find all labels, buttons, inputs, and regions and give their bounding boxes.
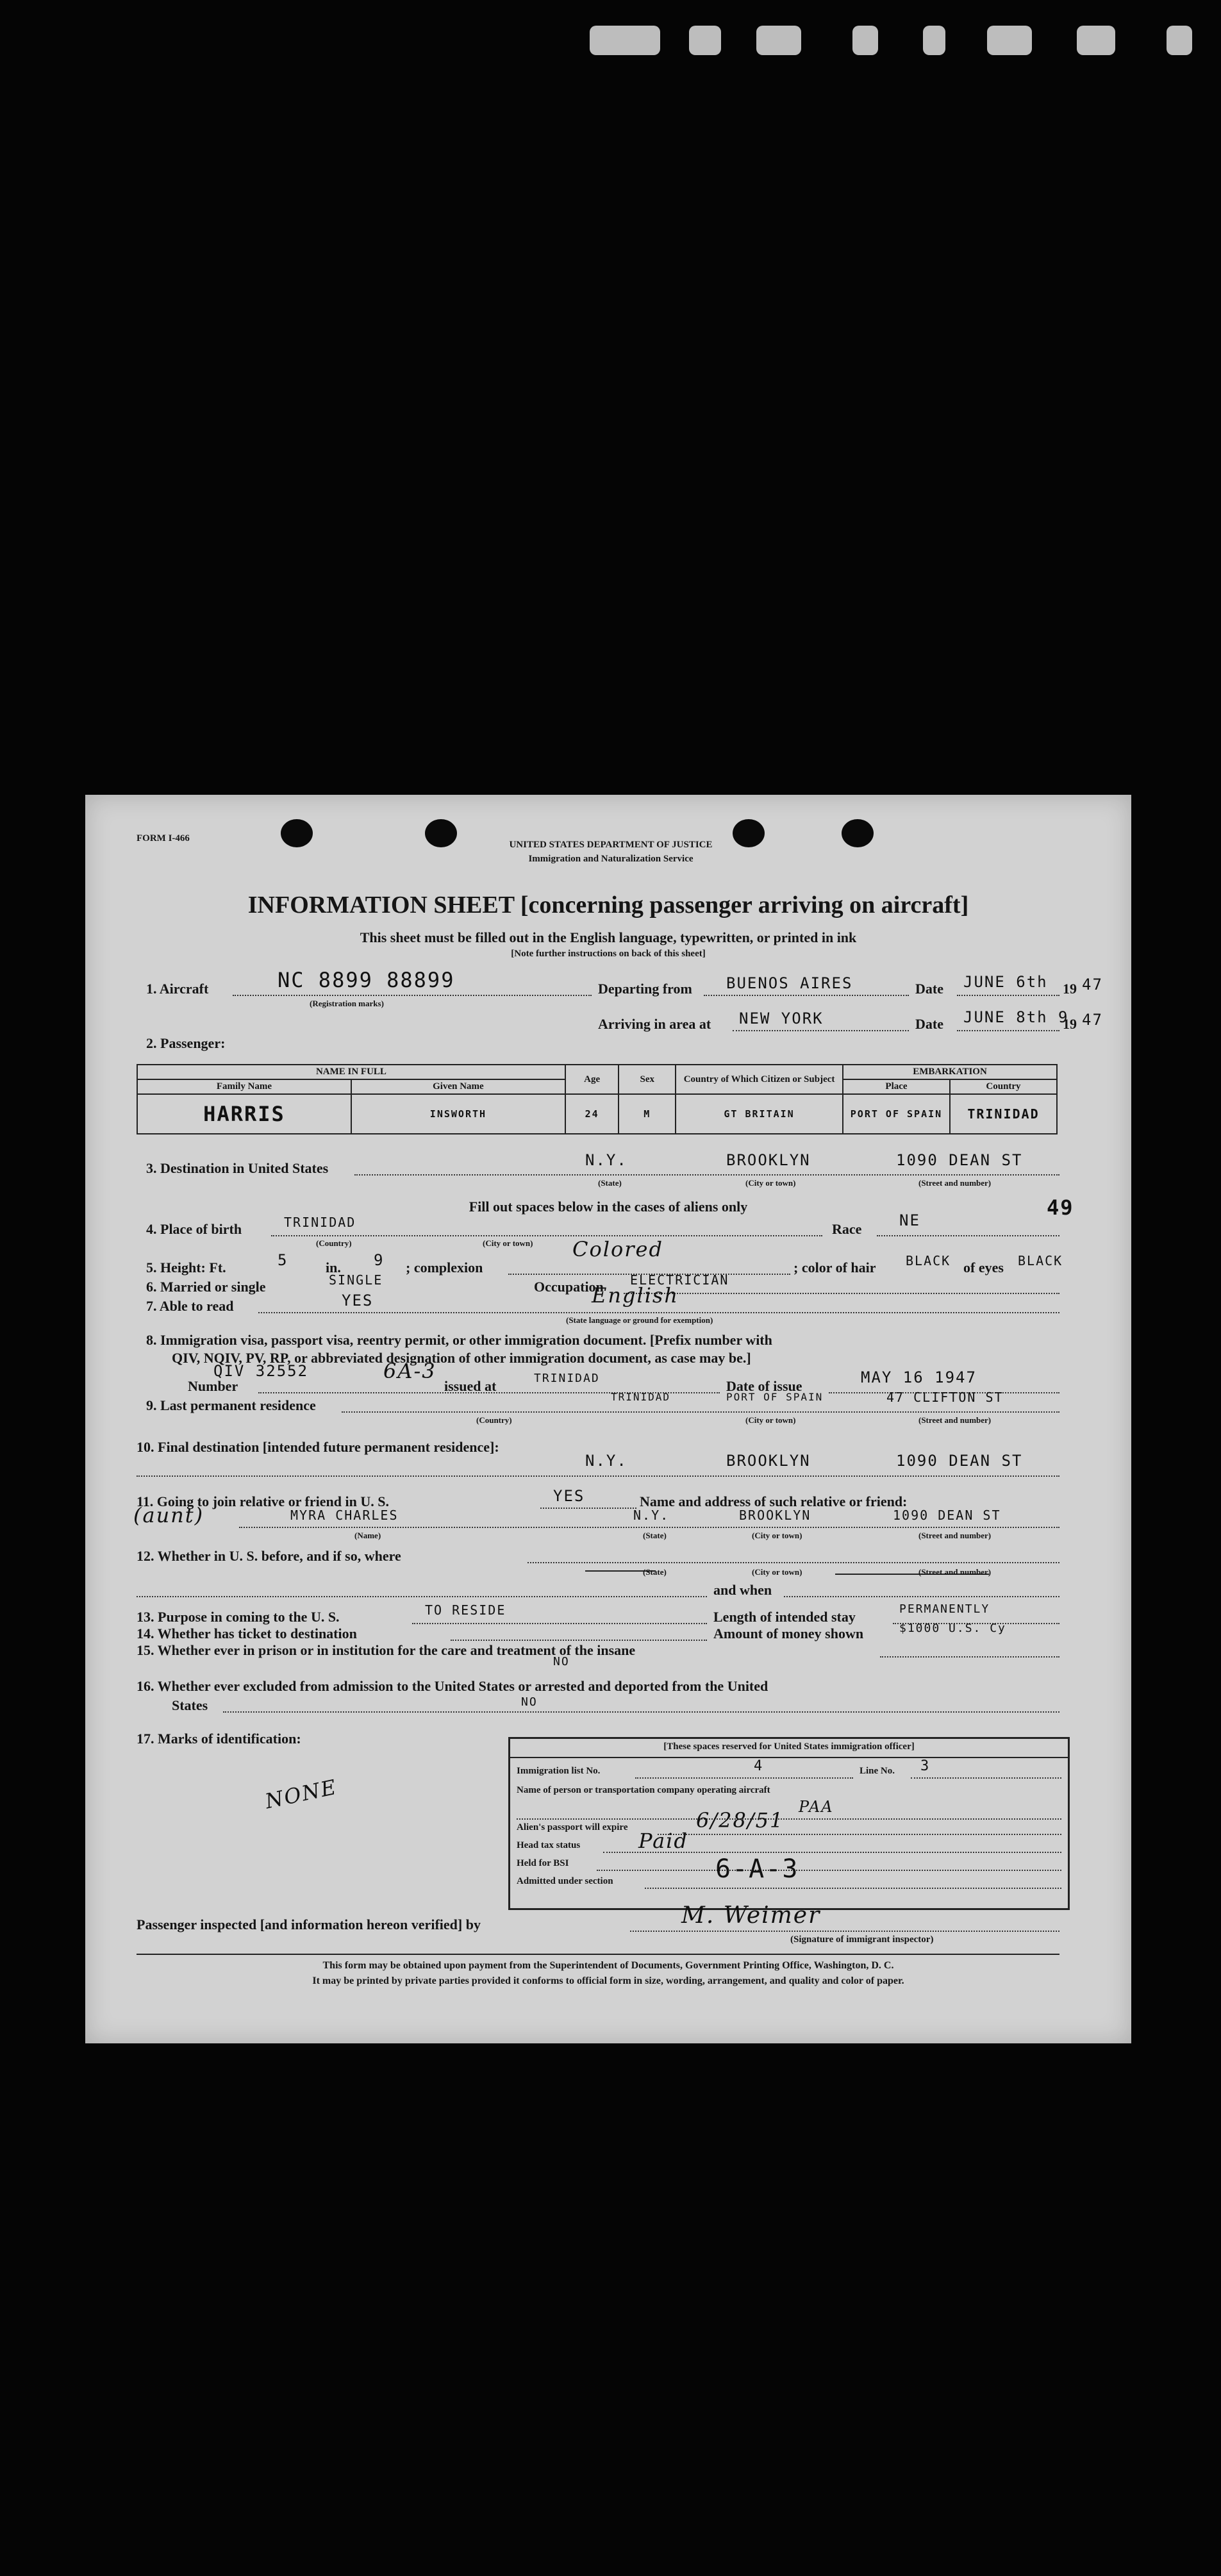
label-prison: 15. Whether ever in prison or in institution for the care and treatment of the insane bbox=[137, 1642, 636, 1658]
label-ticket: 14. Whether has ticket to destination bbox=[137, 1625, 357, 1641]
arrive-year-value: 47 bbox=[1082, 1011, 1103, 1029]
label-race: Race bbox=[832, 1221, 862, 1237]
th-sex: Sex bbox=[619, 1065, 676, 1094]
birth-country-value: TRINIDAD bbox=[284, 1215, 356, 1230]
label-company: Name of person or transportation company operating aircraft bbox=[517, 1785, 770, 1795]
label-year: 19 bbox=[1063, 981, 1077, 997]
caption-city: (City or town) bbox=[752, 1567, 802, 1577]
caption-street: (Street and number) bbox=[918, 1531, 992, 1540]
inspector-signature: M. Weimer bbox=[681, 1902, 821, 1929]
th-given-name: Given Name bbox=[351, 1079, 565, 1094]
film-edge-marks bbox=[590, 26, 1221, 64]
doc-number-value: QIV 32552 bbox=[213, 1362, 309, 1380]
label-list-no: Immigration list No. bbox=[517, 1766, 601, 1776]
dest-street-value: 1090 DEAN ST bbox=[896, 1151, 1023, 1169]
label-date: Date bbox=[915, 981, 943, 997]
th-embarkation: EMBARKATION bbox=[843, 1065, 1057, 1079]
caption-city: (City or town) bbox=[745, 1415, 796, 1425]
label-admitted: Admitted under section bbox=[517, 1876, 613, 1886]
label-inspected: Passenger inspected [and information hereon verified] by bbox=[137, 1916, 481, 1932]
doc-class-value: 6A-3 bbox=[383, 1359, 436, 1383]
caption-read: (State language or ground for exemption) bbox=[566, 1315, 713, 1325]
excluded-value: NO bbox=[521, 1695, 538, 1709]
caption-registration: (Registration marks) bbox=[310, 999, 384, 1008]
final-city-value: BROOKLYN bbox=[726, 1452, 811, 1470]
caption-city: (City or town) bbox=[483, 1238, 533, 1248]
company-value: PAA bbox=[799, 1798, 834, 1816]
label-date-arrive: Date bbox=[915, 1016, 943, 1032]
footer-line-1: This form may be obtained upon payment from the Superintendent of Documents, Government Printing Office, Washington, D. C. bbox=[322, 1960, 894, 1971]
given-name-value: INSWORTH bbox=[351, 1094, 565, 1134]
dest-state-value: N.Y. bbox=[585, 1151, 627, 1169]
th-country: Country bbox=[950, 1079, 1057, 1094]
list-no-value: 4 bbox=[754, 1758, 764, 1774]
arriving-value: NEW YORK bbox=[739, 1010, 824, 1027]
section-value: 6-A-3 bbox=[715, 1854, 799, 1884]
last-country-value: TRINIDAD bbox=[611, 1391, 671, 1403]
final-street-value: 1090 DEAN ST bbox=[896, 1452, 1023, 1470]
sex-value: M bbox=[619, 1094, 676, 1134]
label-place-of-birth: 4. Place of birth bbox=[146, 1221, 242, 1237]
dest-city-value: BROOKLYN bbox=[726, 1151, 811, 1169]
occupation-value: ELECTRICIAN bbox=[630, 1272, 729, 1288]
department-name: UNITED STATES DEPARTMENT OF JUSTICE bbox=[509, 840, 713, 850]
prison-value: NO bbox=[553, 1655, 570, 1668]
caption-country: (Country) bbox=[476, 1415, 512, 1425]
caption-name: (Name) bbox=[354, 1531, 381, 1540]
rel-city-value: BROOKLYN bbox=[739, 1508, 811, 1523]
arrive-date-value: JUNE 8th 9 bbox=[963, 1008, 1069, 1026]
label-able-to-read: 7. Able to read bbox=[146, 1298, 234, 1314]
label-excluded-states: States bbox=[172, 1697, 208, 1713]
label-in-us-before: 12. Whether in U. S. before, and if so, where bbox=[137, 1548, 401, 1564]
note: [Note further instructions on back of this sheet] bbox=[511, 949, 706, 959]
hair-value: BLACK bbox=[906, 1253, 951, 1268]
form-title: INFORMATION SHEET [concerning passenger arriving on aircraft] bbox=[247, 892, 969, 918]
label-number: Number bbox=[188, 1378, 238, 1394]
caption-city: (City or town) bbox=[752, 1531, 802, 1540]
rel-street-value: 1090 DEAN ST bbox=[893, 1508, 1001, 1523]
th-name-in-full: NAME IN FULL bbox=[137, 1065, 565, 1079]
label-line-no: Line No. bbox=[860, 1766, 895, 1776]
read-value: YES bbox=[342, 1292, 374, 1309]
label-in: in. bbox=[326, 1259, 341, 1276]
read-language-value: English bbox=[592, 1283, 679, 1308]
relative-name-value: MYRA CHARLES bbox=[290, 1508, 399, 1523]
label-and-when: and when bbox=[713, 1582, 772, 1598]
label-occupation: Occupation bbox=[534, 1279, 604, 1295]
marital-value: SINGLE bbox=[329, 1272, 383, 1288]
last-street-value: 47 CLIFTON ST bbox=[886, 1390, 1004, 1405]
head-tax-value: Paid bbox=[638, 1829, 688, 1853]
money-value: $1000 U.S. Cy bbox=[899, 1622, 1006, 1635]
caption-street: (Street and number) bbox=[918, 1178, 992, 1188]
label-head-tax: Head tax status bbox=[517, 1840, 581, 1850]
th-age: Age bbox=[565, 1065, 619, 1094]
label-complexion: ; complexion bbox=[406, 1259, 483, 1276]
relation-value: (aunt) bbox=[133, 1503, 204, 1527]
complexion-value: Colored bbox=[572, 1237, 663, 1261]
caption-street: (Street and number) bbox=[918, 1567, 992, 1577]
label-married: 6. Married or single bbox=[146, 1279, 266, 1295]
label-eyes: of eyes bbox=[963, 1259, 1004, 1276]
aliens-only: Fill out spaces below in the cases of aliens only bbox=[469, 1199, 748, 1215]
passport-value: 6/28/51 bbox=[696, 1808, 785, 1832]
label-destination: 3. Destination in United States bbox=[146, 1160, 329, 1176]
th-country-citizen: Country of Which Citizen or Subject bbox=[676, 1065, 843, 1094]
label-purpose: 13. Purpose in coming to the U. S. bbox=[137, 1609, 340, 1625]
passenger-table bbox=[137, 1064, 1058, 1134]
label-money: Amount of money shown bbox=[713, 1625, 864, 1641]
label-held-bsi: Held for BSI bbox=[517, 1858, 569, 1868]
line-no-value: 3 bbox=[920, 1758, 931, 1774]
departing-value: BUENOS AIRES bbox=[726, 974, 853, 992]
issued-at-value: TRINIDAD bbox=[534, 1372, 600, 1385]
officer-box bbox=[508, 1737, 1070, 1910]
depart-year-value: 47 bbox=[1082, 976, 1103, 993]
footer-line-2: It may be printed by private parties provided it conforms to official form in size, wording, arrangement, and quality and color of paper. bbox=[312, 1975, 904, 1986]
form-number: FORM I-466 bbox=[137, 833, 190, 843]
label-passenger: 2. Passenger: bbox=[146, 1035, 226, 1051]
age-value: 24 bbox=[565, 1094, 619, 1134]
rel-state-value: N.Y. bbox=[633, 1508, 670, 1523]
label-arriving: Arriving in area at bbox=[598, 1016, 711, 1032]
height-ft-value: 5 bbox=[278, 1251, 288, 1269]
th-place: Place bbox=[843, 1079, 950, 1094]
label-marks: 17. Marks of identification: bbox=[137, 1731, 301, 1747]
th-family-name: Family Name bbox=[137, 1079, 351, 1094]
eyes-value: BLACK bbox=[1018, 1253, 1063, 1268]
caption-street: (Street and number) bbox=[918, 1415, 992, 1425]
marks-value: NONE bbox=[263, 1774, 340, 1814]
label-immigration-doc: 8. Immigration visa, passport visa, reentry permit, or other immigration document. [Prefix number with bbox=[146, 1332, 772, 1348]
label-final-destination: 10. Final destination [intended future permanent residence]: bbox=[137, 1439, 499, 1455]
race-value: NE bbox=[899, 1211, 920, 1229]
label-date-of-issue: Date of issue bbox=[726, 1378, 802, 1394]
label-departing: Departing from bbox=[598, 981, 692, 997]
service-name: Immigration and Naturalization Service bbox=[528, 854, 694, 864]
caption-state: (State) bbox=[643, 1567, 667, 1577]
join-value: YES bbox=[553, 1487, 585, 1505]
label-excluded: 16. Whether ever excluded from admission to the United States or arrested and deported from the United bbox=[137, 1678, 768, 1694]
family-name-value: HARRIS bbox=[137, 1094, 351, 1134]
label-height: 5. Height: Ft. bbox=[146, 1259, 226, 1276]
label-length-stay: Length of intended stay bbox=[713, 1609, 856, 1625]
embark-country-value: TRINIDAD bbox=[950, 1094, 1057, 1134]
punch-hole bbox=[842, 819, 874, 847]
officer-box-heading: [These spaces reserved for United States immigration officer] bbox=[663, 1741, 915, 1752]
punch-hole bbox=[281, 819, 313, 847]
label-last-residence: 9. Last permanent residence bbox=[146, 1397, 316, 1413]
citizen-value: GT BRITAIN bbox=[676, 1094, 843, 1134]
label-doc-prefix: QIV, NQIV, PV, RP, or abbreviated designation of other immigration document, as case may be.] bbox=[172, 1350, 751, 1366]
label-year-arrive: 19 bbox=[1063, 1016, 1077, 1032]
instructions: This sheet must be filled out in the English language, typewritten, or printed in ink bbox=[360, 929, 857, 945]
embark-place-value: PORT OF SPAIN bbox=[843, 1094, 950, 1134]
caption-city: (City or town) bbox=[745, 1178, 796, 1188]
label-hair: ; color of hair bbox=[793, 1259, 876, 1276]
caption-state: (State) bbox=[643, 1531, 667, 1540]
label-aircraft: 1. Aircraft bbox=[146, 981, 209, 997]
label-join-relative: 11. Going to join relative or friend in U. S. bbox=[137, 1493, 389, 1509]
label-issued-at: issued at bbox=[444, 1378, 497, 1394]
purpose-value: TO RESIDE bbox=[425, 1602, 506, 1618]
caption-signature: (Signature of immigrant inspector) bbox=[790, 1934, 934, 1945]
caption-state: (State) bbox=[598, 1178, 622, 1188]
last-city-value: PORT OF SPAIN bbox=[726, 1391, 824, 1403]
label-passport: Alien's passport will expire bbox=[517, 1822, 628, 1832]
issue-date-value: MAY 16 1947 bbox=[861, 1368, 977, 1386]
stay-value: PERMANENTLY bbox=[899, 1602, 990, 1616]
height-in-value: 9 bbox=[374, 1251, 385, 1269]
aircraft-value: NC 8899 88899 bbox=[278, 968, 455, 992]
caption-country: (Country) bbox=[316, 1238, 352, 1248]
page-number: 49 bbox=[1047, 1195, 1074, 1220]
label-name-address: Name and address of such relative or friend: bbox=[640, 1493, 908, 1509]
information-sheet bbox=[85, 795, 1131, 2043]
depart-date-value: JUNE 6th bbox=[963, 973, 1048, 991]
final-state-value: N.Y. bbox=[585, 1452, 627, 1470]
